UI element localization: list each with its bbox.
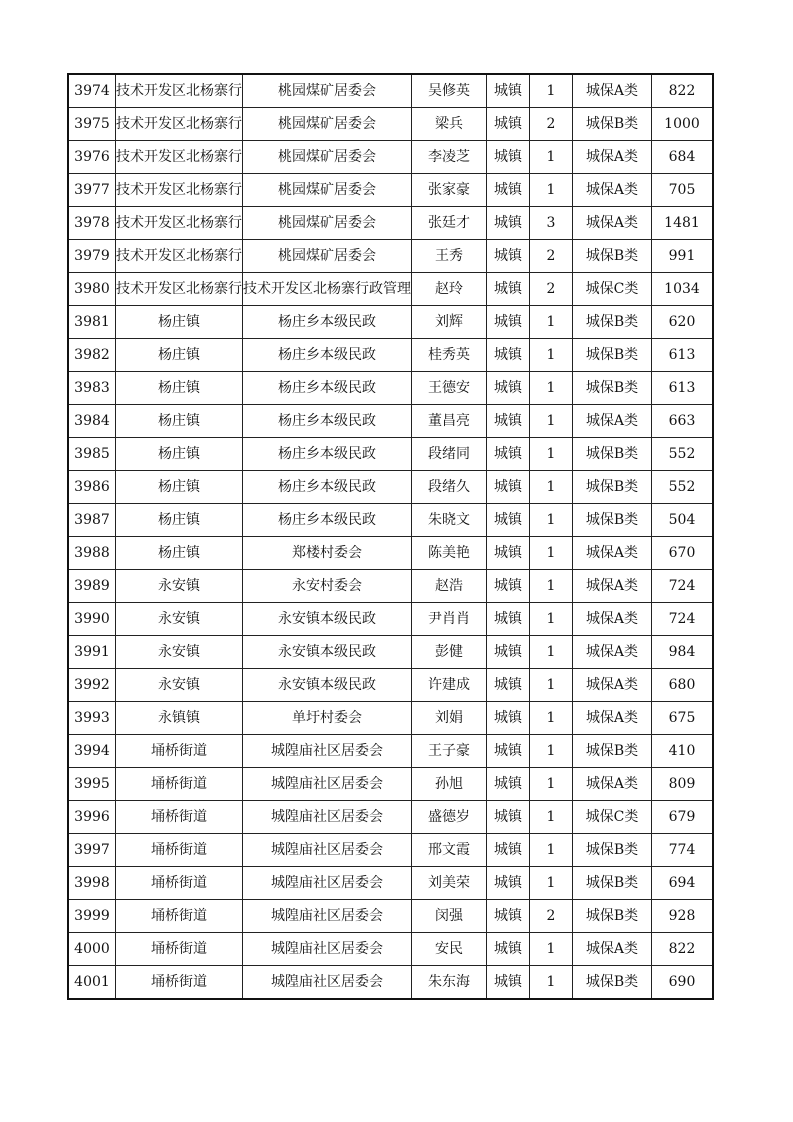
community-unit-cell: 单圩村委会: [243, 702, 412, 735]
community-unit-cell: 桃园煤矿居委会: [243, 141, 412, 174]
table-row: [68, 372, 713, 405]
serial-number-cell: 3977: [68, 174, 116, 207]
community-unit-cell: 杨庄乡本级民政: [243, 372, 412, 405]
township-cell: 技术开发区北杨寨行: [116, 174, 243, 207]
amount-cell: 724: [652, 603, 714, 636]
amount-cell: 1034: [652, 273, 714, 306]
household-count-cell: 1: [530, 570, 573, 603]
person-name-cell: 赵玲: [412, 273, 487, 306]
household-count-cell: 1: [530, 438, 573, 471]
table-row: [68, 74, 713, 108]
table-row: [68, 867, 713, 900]
amount-cell: 774: [652, 834, 714, 867]
serial-number-cell: 3980: [68, 273, 116, 306]
amount-cell: 613: [652, 372, 714, 405]
township-cell: 埇桥街道: [116, 834, 243, 867]
table-row: [68, 801, 713, 834]
aid-category-cell: 城保B类: [573, 306, 652, 339]
table-row: [68, 669, 713, 702]
township-cell: 技术开发区北杨寨行: [116, 74, 243, 108]
household-count-cell: 1: [530, 504, 573, 537]
township-cell: 永安镇: [116, 570, 243, 603]
community-unit-cell: 桃园煤矿居委会: [243, 174, 412, 207]
table-row: [68, 570, 713, 603]
aid-category-cell: 城保B类: [573, 240, 652, 273]
area-type-cell: 城镇: [487, 438, 530, 471]
aid-category-cell: 城保B类: [573, 372, 652, 405]
household-count-cell: 1: [530, 702, 573, 735]
area-type-cell: 城镇: [487, 801, 530, 834]
serial-number-cell: 3975: [68, 108, 116, 141]
serial-number-cell: 3994: [68, 735, 116, 768]
amount-cell: 822: [652, 933, 714, 966]
table-row: [68, 207, 713, 240]
table-row: [68, 306, 713, 339]
table-row: [68, 702, 713, 735]
person-name-cell: 桂秀英: [412, 339, 487, 372]
serial-number-cell: 3992: [68, 669, 116, 702]
community-unit-cell: 永安镇本级民政: [243, 603, 412, 636]
person-name-cell: 段绪久: [412, 471, 487, 504]
aid-category-cell: 城保B类: [573, 900, 652, 933]
household-count-cell: 1: [530, 74, 573, 108]
amount-cell: 670: [652, 537, 714, 570]
township-cell: 埇桥街道: [116, 966, 243, 1000]
amount-cell: 928: [652, 900, 714, 933]
person-name-cell: 张家豪: [412, 174, 487, 207]
table-row: [68, 636, 713, 669]
community-unit-cell: 杨庄乡本级民政: [243, 438, 412, 471]
area-type-cell: 城镇: [487, 273, 530, 306]
person-name-cell: 段绪同: [412, 438, 487, 471]
township-cell: 技术开发区北杨寨行: [116, 141, 243, 174]
community-unit-cell: 技术开发区北杨寨行政管理: [243, 273, 412, 306]
aid-category-cell: 城保B类: [573, 966, 652, 1000]
area-type-cell: 城镇: [487, 834, 530, 867]
serial-number-cell: 3996: [68, 801, 116, 834]
township-cell: 杨庄镇: [116, 471, 243, 504]
aid-category-cell: 城保C类: [573, 801, 652, 834]
area-type-cell: 城镇: [487, 636, 530, 669]
aid-category-cell: 城保A类: [573, 669, 652, 702]
serial-number-cell: 3989: [68, 570, 116, 603]
area-type-cell: 城镇: [487, 570, 530, 603]
township-cell: 埇桥街道: [116, 801, 243, 834]
aid-category-cell: 城保A类: [573, 207, 652, 240]
household-count-cell: 1: [530, 405, 573, 438]
area-type-cell: 城镇: [487, 471, 530, 504]
serial-number-cell: 3999: [68, 900, 116, 933]
serial-number-cell: 3983: [68, 372, 116, 405]
table-row: [68, 834, 713, 867]
township-cell: 杨庄镇: [116, 537, 243, 570]
household-count-cell: 2: [530, 108, 573, 141]
household-count-cell: 2: [530, 900, 573, 933]
person-name-cell: 王子豪: [412, 735, 487, 768]
roster-body: [68, 74, 713, 999]
community-unit-cell: 桃园煤矿居委会: [243, 207, 412, 240]
person-name-cell: 陈美艳: [412, 537, 487, 570]
community-unit-cell: 城隍庙社区居委会: [243, 834, 412, 867]
area-type-cell: 城镇: [487, 735, 530, 768]
area-type-cell: 城镇: [487, 306, 530, 339]
table-row: [68, 108, 713, 141]
aid-category-cell: 城保B类: [573, 339, 652, 372]
person-name-cell: 刘辉: [412, 306, 487, 339]
welfare-roster-table: [67, 73, 714, 1000]
community-unit-cell: 杨庄乡本级民政: [243, 339, 412, 372]
amount-cell: 991: [652, 240, 714, 273]
household-count-cell: 1: [530, 933, 573, 966]
area-type-cell: 城镇: [487, 141, 530, 174]
amount-cell: 690: [652, 966, 714, 1000]
table-row: [68, 768, 713, 801]
household-count-cell: 1: [530, 768, 573, 801]
person-name-cell: 赵浩: [412, 570, 487, 603]
person-name-cell: 孙旭: [412, 768, 487, 801]
area-type-cell: 城镇: [487, 339, 530, 372]
community-unit-cell: 桃园煤矿居委会: [243, 74, 412, 108]
community-unit-cell: 城隍庙社区居委会: [243, 900, 412, 933]
serial-number-cell: 3986: [68, 471, 116, 504]
township-cell: 技术开发区北杨寨行: [116, 273, 243, 306]
township-cell: 埇桥街道: [116, 867, 243, 900]
serial-number-cell: 3974: [68, 74, 116, 108]
table-row: [68, 603, 713, 636]
aid-category-cell: 城保A类: [573, 603, 652, 636]
person-name-cell: 董昌亮: [412, 405, 487, 438]
area-type-cell: 城镇: [487, 108, 530, 141]
area-type-cell: 城镇: [487, 207, 530, 240]
table-row: [68, 900, 713, 933]
table-row: [68, 933, 713, 966]
serial-number-cell: 3998: [68, 867, 116, 900]
amount-cell: 1481: [652, 207, 714, 240]
household-count-cell: 3: [530, 207, 573, 240]
person-name-cell: 刘美荣: [412, 867, 487, 900]
amount-cell: 552: [652, 471, 714, 504]
area-type-cell: 城镇: [487, 933, 530, 966]
area-type-cell: 城镇: [487, 174, 530, 207]
serial-number-cell: 3991: [68, 636, 116, 669]
township-cell: 永安镇: [116, 636, 243, 669]
community-unit-cell: 桃园煤矿居委会: [243, 240, 412, 273]
amount-cell: 680: [652, 669, 714, 702]
community-unit-cell: 永安村委会: [243, 570, 412, 603]
serial-number-cell: 3981: [68, 306, 116, 339]
household-count-cell: 1: [530, 603, 573, 636]
person-name-cell: 彭健: [412, 636, 487, 669]
township-cell: 埇桥街道: [116, 900, 243, 933]
table-row: [68, 339, 713, 372]
serial-number-cell: 3993: [68, 702, 116, 735]
aid-category-cell: 城保A类: [573, 405, 652, 438]
amount-cell: 675: [652, 702, 714, 735]
township-cell: 永安镇: [116, 603, 243, 636]
community-unit-cell: 城隍庙社区居委会: [243, 867, 412, 900]
amount-cell: 705: [652, 174, 714, 207]
area-type-cell: 城镇: [487, 768, 530, 801]
township-cell: 埇桥街道: [116, 735, 243, 768]
aid-category-cell: 城保B类: [573, 471, 652, 504]
serial-number-cell: 3988: [68, 537, 116, 570]
community-unit-cell: 永安镇本级民政: [243, 669, 412, 702]
person-name-cell: 张廷才: [412, 207, 487, 240]
community-unit-cell: 郑楼村委会: [243, 537, 412, 570]
person-name-cell: 盛德岁: [412, 801, 487, 834]
area-type-cell: 城镇: [487, 603, 530, 636]
person-name-cell: 王秀: [412, 240, 487, 273]
township-cell: 杨庄镇: [116, 438, 243, 471]
household-count-cell: 1: [530, 306, 573, 339]
aid-category-cell: 城保A类: [573, 74, 652, 108]
township-cell: 技术开发区北杨寨行: [116, 240, 243, 273]
amount-cell: 822: [652, 74, 714, 108]
township-cell: 杨庄镇: [116, 405, 243, 438]
household-count-cell: 1: [530, 735, 573, 768]
household-count-cell: 1: [530, 141, 573, 174]
area-type-cell: 城镇: [487, 372, 530, 405]
serial-number-cell: 3982: [68, 339, 116, 372]
person-name-cell: 刘娟: [412, 702, 487, 735]
aid-category-cell: 城保A类: [573, 768, 652, 801]
person-name-cell: 安民: [412, 933, 487, 966]
person-name-cell: 尹肖肖: [412, 603, 487, 636]
table-row: [68, 405, 713, 438]
person-name-cell: 许建成: [412, 669, 487, 702]
person-name-cell: 闵强: [412, 900, 487, 933]
table-row: [68, 141, 713, 174]
table-row: [68, 735, 713, 768]
community-unit-cell: 杨庄乡本级民政: [243, 405, 412, 438]
community-unit-cell: 永安镇本级民政: [243, 636, 412, 669]
table-row: [68, 438, 713, 471]
aid-category-cell: 城保B类: [573, 867, 652, 900]
aid-category-cell: 城保B类: [573, 438, 652, 471]
community-unit-cell: 城隍庙社区居委会: [243, 933, 412, 966]
township-cell: 杨庄镇: [116, 504, 243, 537]
household-count-cell: 1: [530, 669, 573, 702]
serial-number-cell: 3990: [68, 603, 116, 636]
township-cell: 杨庄镇: [116, 306, 243, 339]
serial-number-cell: 3976: [68, 141, 116, 174]
table-row: [68, 504, 713, 537]
serial-number-cell: 3985: [68, 438, 116, 471]
table-row: [68, 966, 713, 1000]
township-cell: 永安镇: [116, 669, 243, 702]
household-count-cell: 1: [530, 867, 573, 900]
community-unit-cell: 桃园煤矿居委会: [243, 108, 412, 141]
table-row: [68, 273, 713, 306]
area-type-cell: 城镇: [487, 405, 530, 438]
aid-category-cell: 城保B类: [573, 504, 652, 537]
amount-cell: 613: [652, 339, 714, 372]
serial-number-cell: 3987: [68, 504, 116, 537]
community-unit-cell: 杨庄乡本级民政: [243, 306, 412, 339]
community-unit-cell: 城隍庙社区居委会: [243, 966, 412, 1000]
household-count-cell: 1: [530, 966, 573, 1000]
township-cell: 埇桥街道: [116, 933, 243, 966]
household-count-cell: 1: [530, 339, 573, 372]
serial-number-cell: 3997: [68, 834, 116, 867]
amount-cell: 620: [652, 306, 714, 339]
aid-category-cell: 城保B类: [573, 735, 652, 768]
person-name-cell: 朱东海: [412, 966, 487, 1000]
township-cell: 技术开发区北杨寨行: [116, 108, 243, 141]
household-count-cell: 1: [530, 834, 573, 867]
aid-category-cell: 城保A类: [573, 141, 652, 174]
area-type-cell: 城镇: [487, 702, 530, 735]
area-type-cell: 城镇: [487, 669, 530, 702]
township-cell: 技术开发区北杨寨行: [116, 207, 243, 240]
community-unit-cell: 杨庄乡本级民政: [243, 471, 412, 504]
area-type-cell: 城镇: [487, 504, 530, 537]
serial-number-cell: 3979: [68, 240, 116, 273]
amount-cell: 694: [652, 867, 714, 900]
community-unit-cell: 城隍庙社区居委会: [243, 801, 412, 834]
aid-category-cell: 城保B类: [573, 108, 652, 141]
community-unit-cell: 杨庄乡本级民政: [243, 504, 412, 537]
aid-category-cell: 城保A类: [573, 933, 652, 966]
amount-cell: 552: [652, 438, 714, 471]
amount-cell: 679: [652, 801, 714, 834]
household-count-cell: 2: [530, 273, 573, 306]
table-row: [68, 174, 713, 207]
household-count-cell: 1: [530, 174, 573, 207]
person-name-cell: 邢文霞: [412, 834, 487, 867]
aid-category-cell: 城保A类: [573, 636, 652, 669]
household-count-cell: 2: [530, 240, 573, 273]
serial-number-cell: 3984: [68, 405, 116, 438]
amount-cell: 724: [652, 570, 714, 603]
table-row: [68, 471, 713, 504]
community-unit-cell: 城隍庙社区居委会: [243, 768, 412, 801]
person-name-cell: 李凌芝: [412, 141, 487, 174]
table-row: [68, 537, 713, 570]
area-type-cell: 城镇: [487, 240, 530, 273]
person-name-cell: 王德安: [412, 372, 487, 405]
area-type-cell: 城镇: [487, 74, 530, 108]
township-cell: 杨庄镇: [116, 339, 243, 372]
township-cell: 永镇镇: [116, 702, 243, 735]
serial-number-cell: 3995: [68, 768, 116, 801]
amount-cell: 1000: [652, 108, 714, 141]
aid-category-cell: 城保A类: [573, 537, 652, 570]
serial-number-cell: 4000: [68, 933, 116, 966]
area-type-cell: 城镇: [487, 537, 530, 570]
aid-category-cell: 城保A类: [573, 570, 652, 603]
person-name-cell: 梁兵: [412, 108, 487, 141]
area-type-cell: 城镇: [487, 867, 530, 900]
amount-cell: 663: [652, 405, 714, 438]
person-name-cell: 吴修英: [412, 74, 487, 108]
township-cell: 埇桥街道: [116, 768, 243, 801]
amount-cell: 809: [652, 768, 714, 801]
amount-cell: 984: [652, 636, 714, 669]
amount-cell: 410: [652, 735, 714, 768]
household-count-cell: 1: [530, 537, 573, 570]
household-count-cell: 1: [530, 372, 573, 405]
area-type-cell: 城镇: [487, 966, 530, 1000]
aid-category-cell: 城保A类: [573, 174, 652, 207]
township-cell: 杨庄镇: [116, 372, 243, 405]
household-count-cell: 1: [530, 801, 573, 834]
table-row: [68, 240, 713, 273]
area-type-cell: 城镇: [487, 900, 530, 933]
aid-category-cell: 城保B类: [573, 834, 652, 867]
amount-cell: 504: [652, 504, 714, 537]
serial-number-cell: 3978: [68, 207, 116, 240]
person-name-cell: 朱晓文: [412, 504, 487, 537]
community-unit-cell: 城隍庙社区居委会: [243, 735, 412, 768]
household-count-cell: 1: [530, 636, 573, 669]
aid-category-cell: 城保C类: [573, 273, 652, 306]
amount-cell: 684: [652, 141, 714, 174]
household-count-cell: 1: [530, 471, 573, 504]
serial-number-cell: 4001: [68, 966, 116, 1000]
aid-category-cell: 城保A类: [573, 702, 652, 735]
